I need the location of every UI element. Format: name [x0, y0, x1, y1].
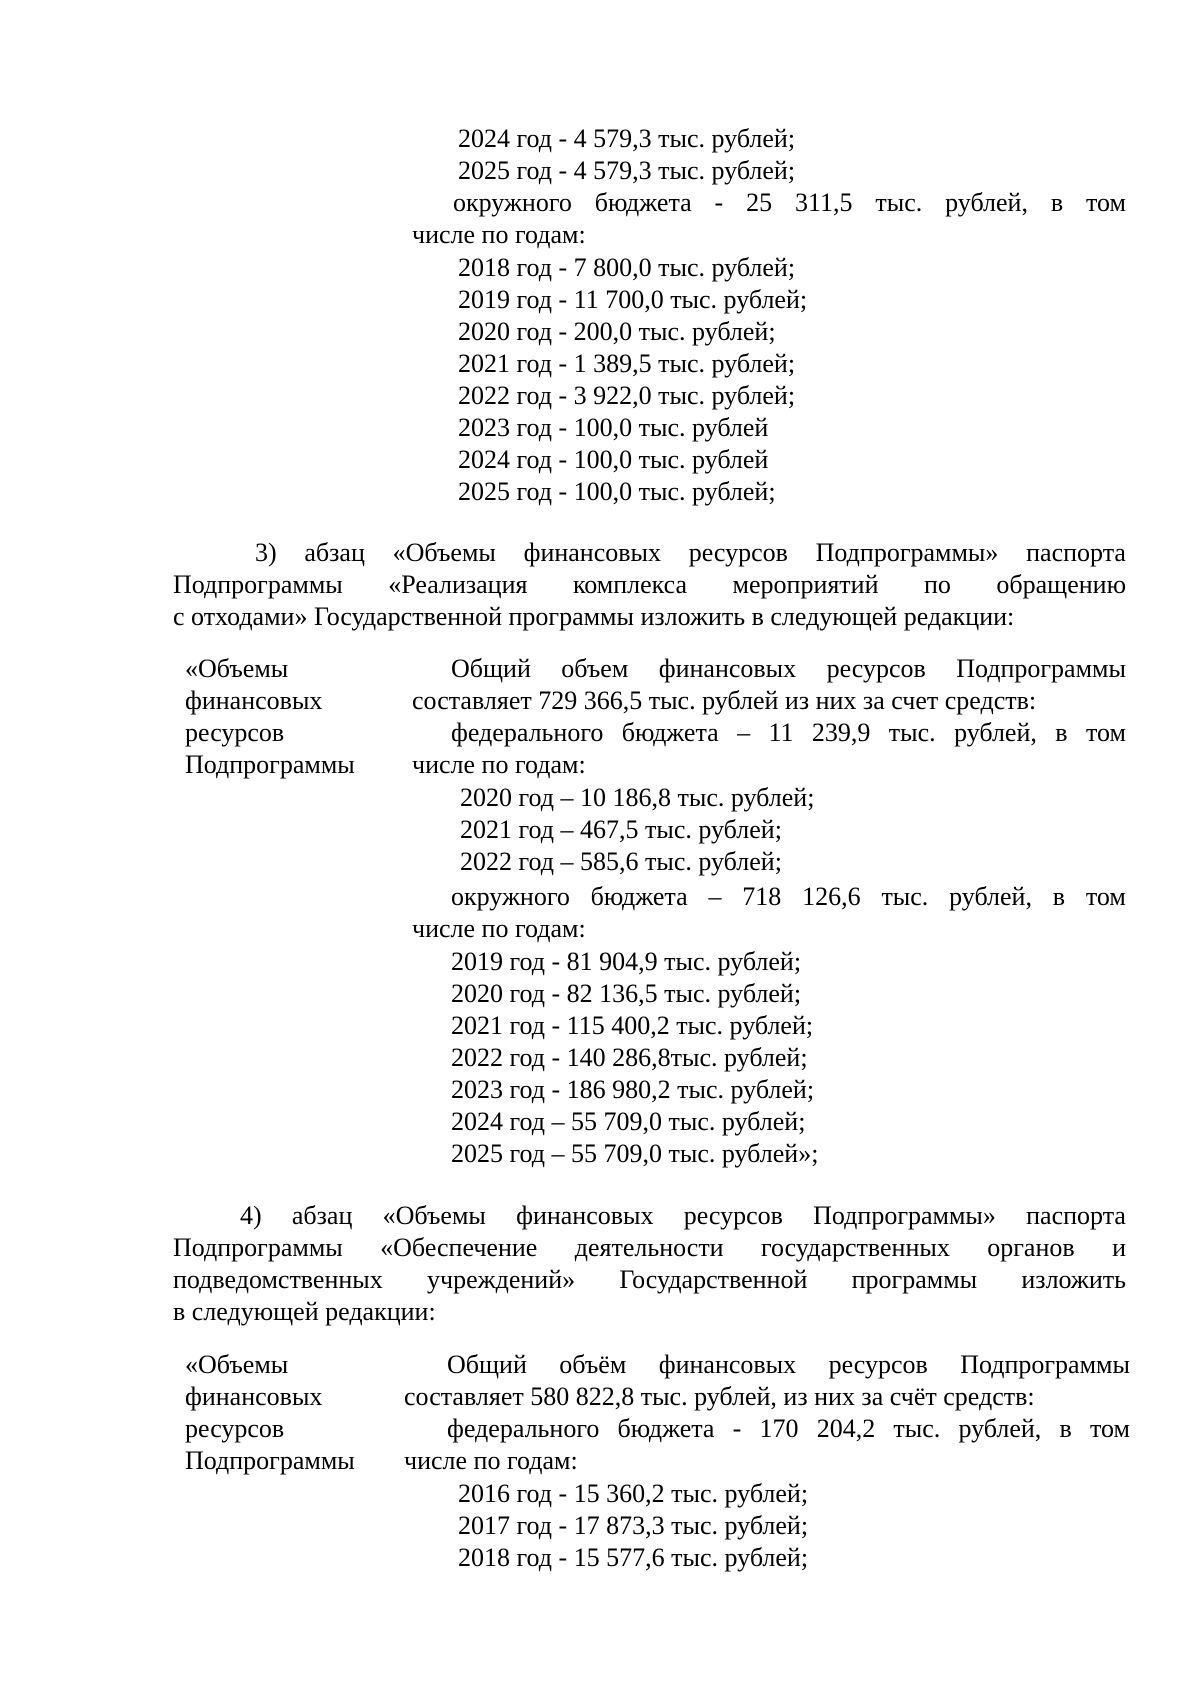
item4-paragraph-line2: Подпрограммы «Обеспечение деятельности государственных органов и — [173, 1233, 1126, 1262]
year-line: 2022 год - 140 286,8тыс. рублей; — [451, 1043, 808, 1072]
item3-paragraph-line2: Подпрограммы «Реализация комплекса мероприятий по обращению — [173, 570, 1126, 599]
item4-label-cell: «Объемы финансовых ресурсов Подпрограммы — [185, 1350, 355, 1475]
item3-okrug-line1: окружного бюджета – 718 126,6 тыс. рублей, в том — [451, 882, 1126, 911]
year-line: 2021 год - 115 400,2 тыс. рублей; — [451, 1011, 814, 1040]
year-line: 2016 год - 15 360,2 тыс. рублей; — [458, 1479, 809, 1508]
okrug-years-block — [458, 252, 807, 508]
item4-fed-line1: федерального бюджета - 170 204,2 тыс. рублей, в том — [447, 1414, 1130, 1443]
item3-okrug-years-block — [451, 946, 818, 1170]
year-line: 2025 год - 4 579,3 тыс. рублей; — [458, 156, 796, 185]
year-line: 2018 год - 7 800,0 тыс. рублей; — [458, 253, 796, 282]
year-line: 2017 год - 17 873,3 тыс. рублей; — [458, 1511, 809, 1540]
year-line: 2023 год - 100,0 тыс. рублей — [458, 413, 769, 442]
item3-fed-years-block — [460, 782, 814, 878]
year-line: 2023 год - 186 980,2 тыс. рублей; — [451, 1075, 815, 1104]
item3-fed-line1: федерального бюджета – 11 239,9 тыс. рублей, в том — [451, 718, 1126, 747]
item4-total-line2: составляет 580 822,8 тыс. рублей, из них за счёт средств: — [404, 1382, 1035, 1411]
item3-label-cell: «Объемы финансовых ресурсов Подпрограммы — [185, 654, 355, 779]
year-line: 2022 год – 585,6 тыс. рублей; — [460, 847, 782, 876]
year-line: 2022 год - 3 922,0 тыс. рублей; — [458, 381, 796, 410]
okrug-budget-line: окружного бюджета - 25 311,5 тыс. рублей, в том — [453, 188, 1126, 217]
year-line: 2021 год - 1 389,5 тыс. рублей; — [458, 349, 796, 378]
year-line: 2024 год - 4 579,3 тыс. рублей; — [458, 124, 796, 153]
year-line: 2019 год - 11 700,0 тыс. рублей; — [458, 285, 808, 314]
year-line: 2025 год - 100,0 тыс. рублей; — [458, 477, 776, 506]
item3-total-line1: Общий объем финансовых ресурсов Подпрограммы — [451, 654, 1126, 683]
item4-total-line1: Общий объём финансовых ресурсов Подпрограммы — [447, 1350, 1130, 1379]
year-line: 2018 год - 15 577,6 тыс. рублей; — [458, 1543, 809, 1572]
item4-paragraph-line1: 4) абзац «Объемы финансовых ресурсов Подпрограммы» паспорта — [240, 1201, 1126, 1230]
year-line: 2019 год - 81 904,9 тыс. рублей; — [451, 947, 802, 976]
top-years-block — [458, 123, 795, 187]
by-years-label: числе по годам: — [412, 220, 586, 249]
year-line: 2024 год - 100,0 тыс. рублей — [458, 445, 769, 474]
item4-paragraph-line3: подведомственных учреждений» Государственной программы изложить — [173, 1265, 1126, 1294]
by-years-label: числе по годам: — [404, 1446, 578, 1475]
year-line: 2021 год – 467,5 тыс. рублей; — [460, 815, 782, 844]
year-line: 2020 год - 200,0 тыс. рублей; — [458, 317, 776, 346]
year-line: 2024 год – 55 709,0 тыс. рублей; — [451, 1107, 806, 1136]
item3-paragraph-line1: 3) абзац «Объемы финансовых ресурсов Подпрограммы» паспорта — [255, 538, 1126, 567]
item4-paragraph-line4: в следующей редакции: — [173, 1297, 436, 1326]
by-years-label: числе по годам: — [412, 914, 586, 943]
year-line: 2020 год – 10 186,8 тыс. рублей; — [460, 783, 815, 812]
item4-fed-years-block — [458, 1478, 808, 1574]
year-line: 2025 год – 55 709,0 тыс. рублей»; — [451, 1139, 819, 1168]
year-line: 2020 год - 82 136,5 тыс. рублей; — [451, 979, 802, 1008]
by-years-label: числе по годам: — [412, 750, 586, 779]
item3-paragraph-line3: с отходами» Государственной программы изложить в следующей редакции: — [173, 602, 1015, 631]
item3-total-line2: составляет 729 366,5 тыс. рублей из них за счет средств: — [412, 686, 1037, 715]
